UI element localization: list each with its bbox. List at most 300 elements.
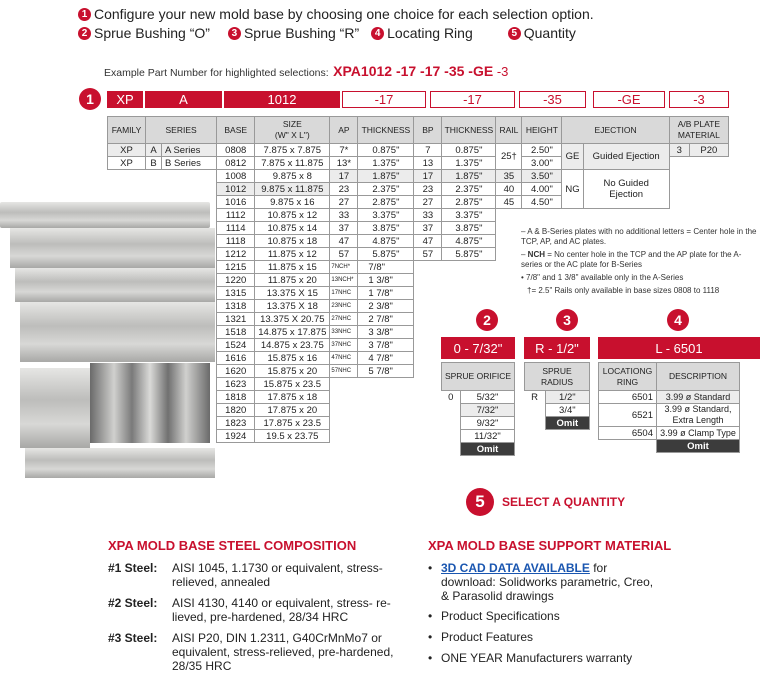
col-ejection: EJECTION — [562, 117, 669, 144]
sprue-radius-code: R — [531, 391, 539, 403]
table-cell — [162, 404, 217, 417]
table-cell — [669, 209, 689, 222]
table-cell — [414, 300, 442, 313]
note-center-hole: – A & B-Series plates with no additional letters = Center hole in the TCP, AP, and AC plates. — [521, 227, 757, 246]
note-a-series: • 7/8" and 1 3/8" available only in the A-Series — [521, 273, 684, 282]
table-cell — [162, 222, 217, 235]
table-cell — [162, 235, 217, 248]
ap-thickness-cell[interactable]: 5 7/8" — [358, 365, 414, 378]
sprue-orifice-option[interactable]: 5/32" — [461, 391, 515, 404]
base-cell[interactable]: 1524 — [217, 339, 255, 352]
table-cell — [358, 417, 414, 430]
table-cell — [689, 313, 728, 326]
size-cell[interactable]: 13.375 X 20.75 — [255, 313, 330, 326]
col-base: BASE — [217, 117, 255, 144]
table-cell — [496, 261, 522, 274]
size-cell[interactable]: 13.375 X 18 — [255, 300, 330, 313]
ap-cell[interactable]: 37 — [330, 222, 358, 235]
size-cell[interactable]: 11.875 x 15 — [255, 261, 330, 274]
series-code-cell[interactable]: A — [146, 144, 162, 157]
segment-ejection: -GE — [593, 91, 665, 108]
ap-cell[interactable]: 17 — [330, 170, 358, 183]
height-cell[interactable]: 2.50" — [522, 144, 562, 157]
bp-cell[interactable]: 7 — [414, 144, 442, 157]
step-3-label: Sprue Bushing “R” — [243, 25, 360, 41]
ap-thickness-cell[interactable]: 2.375" — [358, 183, 414, 196]
table-cell — [146, 352, 162, 365]
table-cell — [162, 365, 217, 378]
size-cell[interactable]: 13.375 X 15 — [255, 287, 330, 300]
base-cell[interactable]: 1220 — [217, 274, 255, 287]
table-cell — [162, 417, 217, 430]
base-cell[interactable]: 1318 — [217, 300, 255, 313]
ap-thickness-cell[interactable]: 7/8" — [358, 261, 414, 274]
table-cell — [146, 300, 162, 313]
table-cell — [358, 404, 414, 417]
sprue-radius-table — [524, 362, 590, 430]
ap-cell[interactable]: 33NHC — [330, 326, 358, 339]
table-cell — [108, 313, 146, 326]
bp-thickness-cell[interactable]: 1.375" — [442, 157, 496, 170]
support-item-cad: • 3D CAD DATA AVAILABLE for download: Solidworks parametric, Creo, & Parasolid drawings — [428, 561, 654, 603]
col-rail: RAIL — [496, 117, 522, 144]
size-cell[interactable]: 10.875 x 12 — [255, 209, 330, 222]
table-cell — [162, 300, 217, 313]
sprue-orifice-header: SPRUE ORIFICE — [442, 363, 515, 391]
step-2-badge: 2 — [78, 27, 91, 40]
sprue-radius-option[interactable]: 1/2" — [545, 391, 589, 404]
sprue-radius-header: SPRUE RADIUS — [525, 363, 590, 391]
ap-cell[interactable]: 27 — [330, 196, 358, 209]
sprue-orifice-table — [441, 362, 515, 456]
intro-text: Configure your new mold base by choosing one choice for each selection option. — [94, 6, 594, 22]
table-cell — [108, 235, 146, 248]
ap-thickness-cell[interactable]: 4 7/8" — [358, 352, 414, 365]
bp-cell[interactable]: 37 — [414, 222, 442, 235]
table-cell — [496, 248, 522, 261]
size-cell[interactable]: 17.875 x 23.5 — [255, 417, 330, 430]
base-cell[interactable]: 1315 — [217, 287, 255, 300]
base-cell[interactable]: 1012 — [217, 183, 255, 196]
table-cell — [162, 339, 217, 352]
bp-cell[interactable]: 23 — [414, 183, 442, 196]
step-5-label: Quantity — [523, 25, 576, 41]
col-ap: AP — [330, 117, 358, 144]
series-cell[interactable]: B Series — [162, 157, 217, 170]
table-cell — [146, 248, 162, 261]
ap-thickness-cell[interactable]: 3.375" — [358, 209, 414, 222]
steel-item-label: #1 Steel: — [108, 561, 158, 575]
table-cell — [146, 235, 162, 248]
table-cell — [358, 430, 414, 443]
table-cell — [146, 170, 162, 183]
table-cell — [442, 274, 496, 287]
table-cell — [669, 170, 689, 183]
ap-cell[interactable]: 17NHC — [330, 287, 358, 300]
step-3-marker: 3 — [556, 309, 578, 331]
steel-item-label: #3 Steel: — [108, 631, 158, 645]
table-cell — [162, 287, 217, 300]
table-cell — [146, 261, 162, 274]
ap-thickness-cell[interactable]: 1 3/8" — [358, 274, 414, 287]
series-code-cell[interactable]: B — [146, 157, 162, 170]
table-cell — [330, 404, 358, 417]
locating-ring-desc[interactable]: 3.99 ø Standard — [657, 391, 740, 404]
table-cell — [108, 248, 146, 261]
step-legend — [78, 25, 576, 41]
table-cell — [108, 222, 146, 235]
ap-cell[interactable]: 13* — [330, 157, 358, 170]
table-row — [108, 300, 729, 313]
base-cell[interactable]: 0808 — [217, 144, 255, 157]
base-cell[interactable]: 1008 — [217, 170, 255, 183]
base-cell[interactable]: 1616 — [217, 352, 255, 365]
size-cell[interactable]: 17.875 x 18 — [255, 391, 330, 404]
table-cell — [414, 274, 442, 287]
bp-cell[interactable]: 57 — [414, 248, 442, 261]
table-cell — [496, 235, 522, 248]
size-cell[interactable]: 14.875 x 23.75 — [255, 339, 330, 352]
size-cell[interactable]: 15.875 x 16 — [255, 352, 330, 365]
ap-cell[interactable]: 7NCH* — [330, 261, 358, 274]
table-cell — [330, 430, 358, 443]
table-cell — [108, 352, 146, 365]
ap-cell[interactable]: 57NHC — [330, 365, 358, 378]
table-cell — [108, 430, 146, 443]
locating-ring-code[interactable]: 6501 — [599, 391, 657, 404]
ab-plate-code-cell[interactable]: 3 — [669, 144, 689, 157]
size-cell[interactable]: 17.875 x 20 — [255, 404, 330, 417]
ap-thickness-cell[interactable]: 2 3/8" — [358, 300, 414, 313]
table-cell — [108, 209, 146, 222]
ap-cell[interactable]: 33 — [330, 209, 358, 222]
ap-thickness-cell[interactable]: 1.875" — [358, 170, 414, 183]
ap-thickness-cell[interactable]: 2.875" — [358, 196, 414, 209]
family-cell[interactable]: XP — [108, 157, 146, 170]
table-cell — [162, 313, 217, 326]
bp-cell[interactable]: 27 — [414, 196, 442, 209]
ap-thickness-cell[interactable]: 3 7/8" — [358, 339, 414, 352]
sprue-orifice-option[interactable]: 7/32" — [461, 404, 515, 417]
table-cell — [414, 430, 442, 443]
rail-cell[interactable]: 35 — [496, 170, 522, 183]
base-cell[interactable]: 1112 — [217, 209, 255, 222]
table-cell — [108, 183, 146, 196]
size-cell[interactable]: 7.875 x 11.875 — [255, 157, 330, 170]
ap-cell[interactable]: 57 — [330, 248, 358, 261]
base-cell[interactable]: 1820 — [217, 404, 255, 417]
ejection-code-cell[interactable]: NG — [562, 170, 583, 209]
segment-bp: -17 — [430, 91, 515, 108]
size-cell[interactable]: 7.875 x 7.875 — [255, 144, 330, 157]
segment-plate: -3 — [669, 91, 729, 108]
ap-thickness-cell[interactable]: 1.375" — [358, 157, 414, 170]
bp-thickness-cell[interactable]: 5.875" — [442, 248, 496, 261]
support-item[interactable]: • Product Specifications — [428, 609, 560, 623]
table-cell — [689, 196, 728, 209]
segment-base: 1012 — [224, 91, 340, 108]
step-4-badge: 4 — [371, 27, 384, 40]
col-bp: BP — [414, 117, 442, 144]
bp-thickness-cell[interactable]: 2.375" — [442, 183, 496, 196]
ap-cell[interactable]: 23NHC — [330, 300, 358, 313]
rail-cell[interactable]: 40 — [496, 183, 522, 196]
bp-thickness-cell[interactable]: 2.875" — [442, 196, 496, 209]
table-cell — [108, 404, 146, 417]
ap-cell[interactable]: 27NHC — [330, 313, 358, 326]
bp-thickness-cell[interactable]: 3.875" — [442, 222, 496, 235]
ap-cell[interactable]: 13NCH* — [330, 274, 358, 287]
ejection-desc-cell[interactable]: No Guided Ejection — [583, 170, 669, 209]
ejection-desc-cell[interactable]: Guided Ejection — [583, 144, 669, 170]
table-cell — [146, 417, 162, 430]
table-cell — [414, 261, 442, 274]
table-cell — [562, 209, 583, 222]
table-cell — [414, 365, 442, 378]
table-cell — [669, 196, 689, 209]
ap-thickness-cell[interactable]: 3 3/8" — [358, 326, 414, 339]
table-cell — [669, 183, 689, 196]
support-item-label: ONE YEAR Manufacturers warranty — [441, 651, 633, 665]
table-cell — [414, 417, 442, 430]
size-cell[interactable]: 9.875 x 11.875 — [255, 183, 330, 196]
ap-thickness-cell[interactable]: 4.875" — [358, 235, 414, 248]
table-cell — [414, 352, 442, 365]
table-cell — [689, 300, 728, 313]
locating-ring-desc[interactable]: 3.99 ø Clamp Type — [657, 427, 740, 440]
col-bp-thickness: THICKNESS — [442, 117, 496, 144]
table-cell — [522, 300, 562, 313]
segment-rail: -35 — [519, 91, 586, 108]
table-cell — [162, 209, 217, 222]
support-item-label: Product Specifications — [441, 609, 560, 623]
table-cell — [146, 222, 162, 235]
bp-thickness-cell[interactable]: 4.875" — [442, 235, 496, 248]
table-cell — [522, 430, 562, 443]
base-cell[interactable]: 1924 — [217, 430, 255, 443]
step-4-marker: 4 — [667, 309, 689, 331]
bp-cell[interactable]: 33 — [414, 209, 442, 222]
cad-data-link[interactable]: 3D CAD DATA AVAILABLE — [441, 561, 590, 575]
base-cell[interactable]: 1118 — [217, 235, 255, 248]
table-cell — [414, 378, 442, 391]
steel-item-text: AISI 4130, 4140 or equivalent, stress- re-lieved, pre-hardened, 28/34 HRC — [172, 596, 391, 624]
col-size: SIZE (W" X L") — [255, 117, 330, 144]
table-cell — [669, 157, 689, 170]
note-rails: †= 2.5" Rails only available in base sizes 0808 to 1118 — [527, 286, 720, 295]
table-cell — [162, 430, 217, 443]
col-series: SERIES — [146, 117, 217, 144]
locating-ring-code[interactable]: 6504 — [599, 427, 657, 440]
size-cell[interactable]: 19.5 x 23.75 — [255, 430, 330, 443]
size-cell[interactable]: 11.875 x 20 — [255, 274, 330, 287]
table-cell — [146, 287, 162, 300]
ap-thickness-cell[interactable]: 5.875" — [358, 248, 414, 261]
col-family: FAMILY — [108, 117, 146, 144]
locating-ring-table — [598, 362, 740, 453]
table-cell — [162, 378, 217, 391]
table-cell — [108, 378, 146, 391]
table-cell — [496, 274, 522, 287]
step-1-badge: 1 — [78, 8, 91, 21]
bp-thickness-cell[interactable]: 3.375" — [442, 209, 496, 222]
cad-data-text: for download: Solidworks parametric, Creo, & Parasolid drawings — [441, 561, 654, 603]
table-cell — [146, 430, 162, 443]
base-cell[interactable]: 1215 — [217, 261, 255, 274]
table-row — [108, 209, 729, 222]
base-cell[interactable]: 1321 — [217, 313, 255, 326]
sprue-orifice-omit[interactable]: Omit — [461, 443, 515, 456]
table-cell — [414, 404, 442, 417]
table-cell — [146, 209, 162, 222]
ap-thickness-cell[interactable]: 2 7/8" — [358, 313, 414, 326]
series-cell[interactable]: A Series — [162, 144, 217, 157]
base-cell[interactable]: 1823 — [217, 417, 255, 430]
example-label: Example Part Number for highlighted selections: — [104, 67, 329, 79]
table-cell — [442, 261, 496, 274]
ejection-code-cell[interactable]: GE — [562, 144, 583, 170]
size-cell[interactable]: 15.875 x 20 — [255, 365, 330, 378]
bp-cell[interactable]: 47 — [414, 235, 442, 248]
height-cell[interactable]: 4.50" — [522, 196, 562, 209]
ap-cell[interactable]: 47 — [330, 235, 358, 248]
table-cell — [108, 287, 146, 300]
ap-cell[interactable]: 23 — [330, 183, 358, 196]
base-cell[interactable]: 1518 — [217, 326, 255, 339]
base-cell[interactable]: 1818 — [217, 391, 255, 404]
support-item[interactable]: • ONE YEAR Manufacturers warranty — [428, 651, 633, 665]
quantity-selector[interactable] — [466, 488, 625, 516]
ap-thickness-cell[interactable]: 0.875" — [358, 144, 414, 157]
table-cell — [162, 248, 217, 261]
col-ap-thickness: THICKNESS — [358, 117, 414, 144]
table-cell — [496, 287, 522, 300]
ap-thickness-cell[interactable]: 1 7/8" — [358, 287, 414, 300]
locating-ring-code[interactable]: 6521 — [599, 404, 657, 427]
example-part-line — [104, 63, 508, 81]
size-cell[interactable]: 9.875 x 16 — [255, 196, 330, 209]
table-cell — [358, 391, 414, 404]
size-cell[interactable]: 10.875 x 18 — [255, 235, 330, 248]
base-cell[interactable]: 1620 — [217, 365, 255, 378]
height-cell[interactable]: 4.00" — [522, 183, 562, 196]
table-cell — [583, 209, 669, 222]
size-cell[interactable]: 9.875 x 8 — [255, 170, 330, 183]
table-cell — [108, 326, 146, 339]
bp-thickness-cell[interactable]: 1.875" — [442, 170, 496, 183]
base-cell[interactable]: 1016 — [217, 196, 255, 209]
rail-cell[interactable]: 45 — [496, 196, 522, 209]
col-height: HEIGHT — [522, 117, 562, 144]
family-cell[interactable]: XP — [108, 144, 146, 157]
table-cell — [414, 326, 442, 339]
segment-family: XP — [107, 91, 143, 108]
size-cell[interactable]: 15.875 x 23.5 — [255, 378, 330, 391]
steel-item — [108, 631, 408, 673]
size-cell[interactable]: 10.875 x 14 — [255, 222, 330, 235]
steel-item-label: #2 Steel: — [108, 596, 158, 610]
step-2-marker: 2 — [476, 309, 498, 331]
table-cell — [414, 287, 442, 300]
table-cell — [522, 209, 562, 222]
table-cell — [689, 157, 728, 170]
note-nch: – NCH = No center hole in the TCP and the AP plate for the A-series or the AC plate for B-Series — [521, 250, 742, 269]
table-cell — [414, 339, 442, 352]
example-part-number: XPA1012 -17 -17 -35 -GE — [333, 63, 494, 79]
table-cell — [146, 339, 162, 352]
ap-cell[interactable]: 47NHC — [330, 352, 358, 365]
step-5-badge: 5 — [508, 27, 521, 40]
base-cell[interactable]: 1114 — [217, 222, 255, 235]
support-title: XPA MOLD BASE SUPPORT MATERIAL — [428, 538, 672, 553]
locating-ring-desc[interactable]: 3.99 ø Standard, Extra Length — [657, 404, 740, 427]
table-row — [108, 144, 729, 157]
table-cell — [583, 300, 669, 313]
table-cell — [108, 417, 146, 430]
segment-ap: -17 — [342, 91, 426, 108]
ap-thickness-cell[interactable]: 3.875" — [358, 222, 414, 235]
table-cell — [162, 196, 217, 209]
intro-line — [78, 6, 594, 22]
bp-cell[interactable]: 17 — [414, 170, 442, 183]
table-cell — [146, 326, 162, 339]
table-cell — [689, 170, 728, 183]
table-cell — [562, 430, 583, 443]
height-cell[interactable]: 3.00" — [522, 157, 562, 170]
quantity-label: SELECT A QUANTITY — [502, 495, 626, 509]
sprue-orifice-option[interactable]: 11/32" — [461, 430, 515, 443]
notes — [521, 227, 761, 296]
bp-cell[interactable]: 13 — [414, 157, 442, 170]
base-cell[interactable]: 0812 — [217, 157, 255, 170]
table-row — [108, 170, 729, 183]
table-cell — [330, 417, 358, 430]
ab-plate-material-cell[interactable]: P20 — [689, 144, 728, 157]
bp-thickness-cell[interactable]: 0.875" — [442, 144, 496, 157]
step-3-badge: 3 — [228, 27, 241, 40]
table-cell — [108, 170, 146, 183]
table-cell — [108, 274, 146, 287]
sprue-radius-omit[interactable]: Omit — [545, 417, 589, 430]
sprue-orifice-option[interactable]: 9/32" — [461, 417, 515, 430]
table-cell — [330, 391, 358, 404]
height-cell[interactable]: 3.50" — [522, 170, 562, 183]
base-cell[interactable]: 1212 — [217, 248, 255, 261]
size-cell[interactable]: 11.875 x 12 — [255, 248, 330, 261]
support-item[interactable]: • Product Features — [428, 630, 534, 644]
segment-series: A — [145, 91, 222, 108]
base-cell[interactable]: 1623 — [217, 378, 255, 391]
table-cell — [414, 313, 442, 326]
ap-cell[interactable]: 37NHC — [330, 339, 358, 352]
table-cell — [108, 339, 146, 352]
sprue-orifice-bar: 0 - 7/32" — [441, 337, 515, 359]
size-cell[interactable]: 14.875 x 17.875 — [255, 326, 330, 339]
steel-title: XPA MOLD BASE STEEL COMPOSITION — [108, 538, 357, 553]
ap-cell[interactable]: 7* — [330, 144, 358, 157]
table-row — [108, 313, 729, 326]
rail-cell[interactable]: 25† — [496, 144, 522, 170]
table-cell — [496, 313, 522, 326]
steel-item-text: AISI P20, DIN 1.2311, G40CrMnMo7 or equivalent, stress-relieved, pre-hardened, 28/35 HRC — [172, 631, 394, 673]
table-cell — [108, 261, 146, 274]
table-cell — [162, 274, 217, 287]
locating-ring-omit[interactable]: Omit — [657, 440, 740, 453]
sprue-radius-option[interactable]: 3/4" — [545, 404, 589, 417]
table-cell — [330, 378, 358, 391]
step-2-label: Sprue Bushing “O” — [94, 25, 210, 41]
table-cell — [689, 183, 728, 196]
